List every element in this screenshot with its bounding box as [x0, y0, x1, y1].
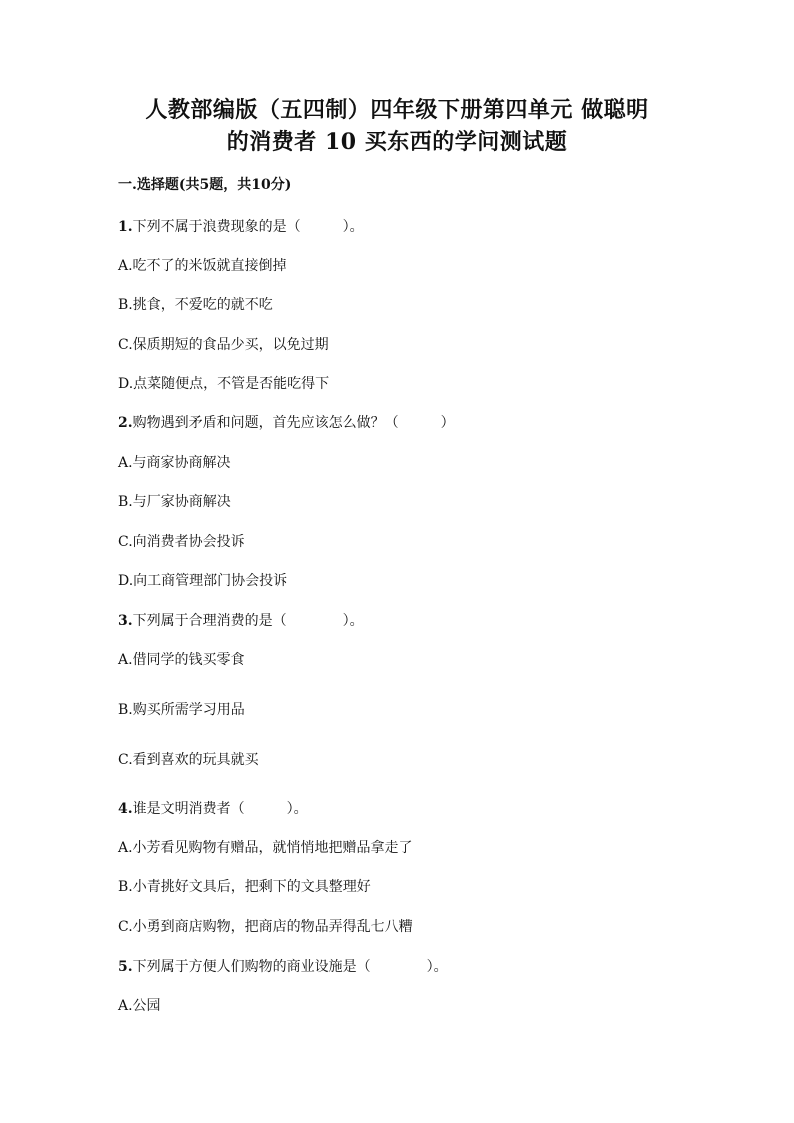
question-number: 4.: [118, 801, 133, 817]
question-stem: 下列属于合理消费的是（ ）。: [132, 613, 364, 629]
question-number: 1.: [118, 219, 133, 235]
question-3: [118, 614, 364, 628]
question-4-option-a: A.小芳看见购物有赠品，就悄悄地把赠品拿走了: [118, 840, 413, 856]
question-2-option-a: A.与商家协商解决: [118, 455, 231, 471]
question-2-option-c: C.向消费者协会投诉: [118, 534, 245, 550]
question-stem: 下列属于方便人们购物的商业设施是（ ）。: [132, 959, 448, 975]
question-2-option-b: B.与厂家协商解决: [118, 494, 231, 510]
question-2-option-d: D.向工商管理部门协会投诉: [118, 573, 288, 589]
question-1-option-a: A.吃不了的米饭就直接倒掉: [118, 258, 287, 274]
question-3-option-c: C.看到喜欢的玩具就买: [118, 752, 259, 768]
question-4-option-b: B.小青挑好文具后，把剩下的文具整理好: [118, 879, 371, 895]
question-4: [118, 802, 308, 816]
question-number: 5.: [118, 959, 133, 975]
question-4-option-c: C.小勇到商店购物，把商店的物品弄得乱七八糟: [118, 919, 413, 935]
question-stem: 购物遇到矛盾和问题，首先应该怎么做？（ ）: [132, 415, 455, 431]
question-1-option-d: D.点菜随便点，不管是否能吃得下: [118, 376, 330, 392]
question-2: [118, 416, 455, 430]
question-stem: 下列不属于浪费现象的是（ ）。: [132, 219, 364, 235]
question-1: [118, 220, 364, 234]
question-3-option-a: A.借同学的钱买零食: [118, 652, 245, 668]
question-stem: 谁是文明消费者（ ）。: [132, 801, 308, 817]
document-title-line-2: 的消费者 10 买东西的学问测试题: [226, 129, 568, 155]
question-5: [118, 960, 448, 974]
question-1-option-b: B.挑食，不爱吃的就不吃: [118, 297, 273, 313]
document-title-line-1: 人教部编版（五四制）四年级下册第四单元 做聪明: [145, 97, 649, 123]
question-5-option-a: A.公园: [118, 998, 161, 1014]
question-3-option-b: B.购买所需学习用品: [118, 702, 245, 718]
question-1-option-c: C.保质期短的食品少买，以免过期: [118, 337, 329, 353]
question-number: 2.: [118, 415, 133, 431]
question-number: 3.: [118, 613, 133, 629]
section-heading: 一.选择题(共5题，共10分): [118, 177, 292, 193]
